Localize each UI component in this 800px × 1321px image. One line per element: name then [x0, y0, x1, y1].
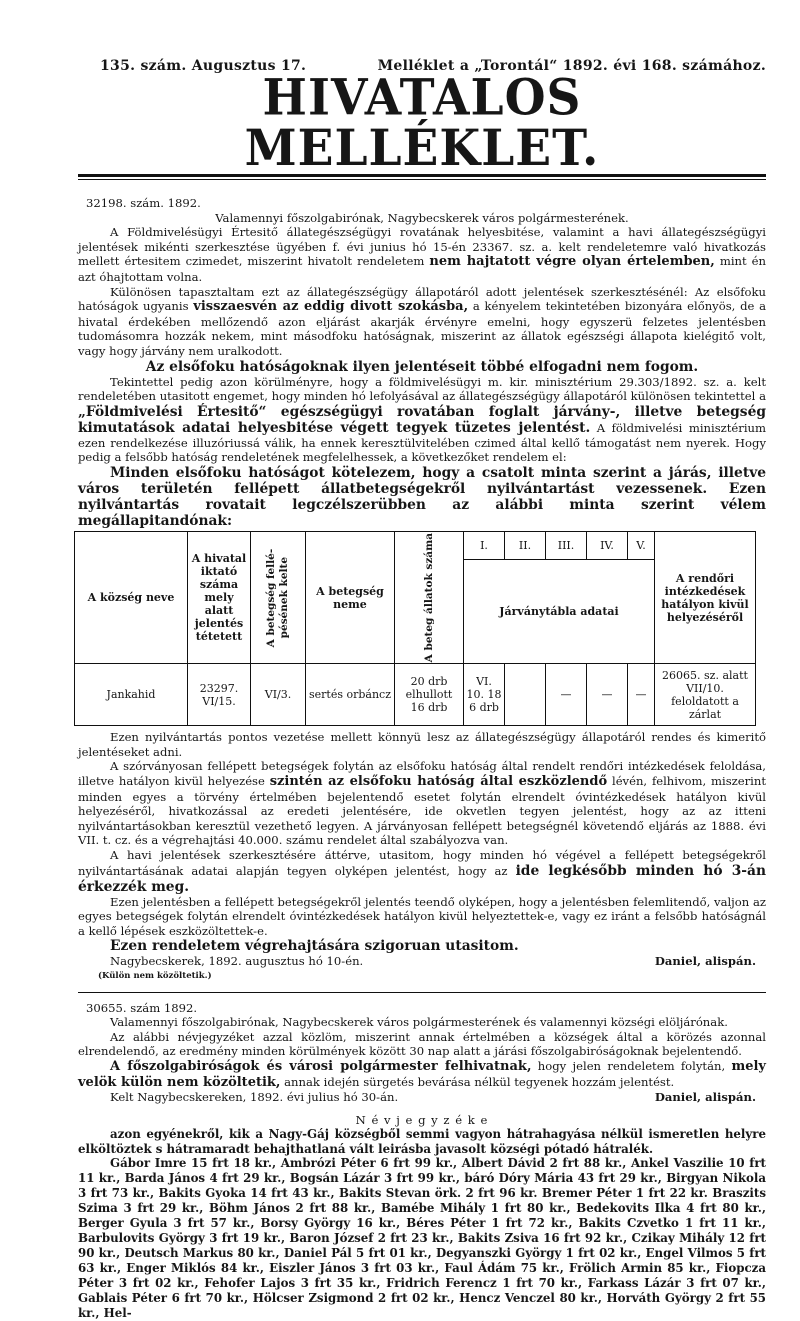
decree-addressee: Valamennyi főszolgabirónak, Nagybecskerek város polgármesterének és valamennyi községi elöljárónak. — [110, 1015, 728, 1030]
issue-number: 135. szám. Augusztus 17. — [100, 58, 307, 74]
col-iktato: A hivatal iktató száma mely alatt jelentés tétetett — [188, 531, 251, 663]
col-iii: III. — [546, 531, 587, 559]
col-kozseg: A község neve — [75, 531, 188, 663]
list-intro: azon egyénekről, kik a Nagy-Gáj községből semmi vagyon hátrahagyása nélkül ismeretlen helyre elköltöztek s hátramaradt behajthatlaná vált leirásba javasolt községi pótadó hátralék. — [78, 1127, 766, 1156]
cell-iii: — — [546, 664, 587, 726]
signature: Daniel, alispán. — [654, 1090, 756, 1105]
decree-2 — [78, 1001, 766, 1321]
col-rendori: A rendőri intézkedések hatályon kivül helyezéséről — [655, 531, 756, 663]
page-title: HIVATALOS MELLÉKLET. — [244, 69, 600, 178]
emphasis-line: Az elsőfoku hatóságoknak ilyen jelentéseit többé elfogadni nem fogom. — [145, 358, 699, 375]
cell-iv: — — [587, 664, 628, 726]
decree-number: 30655. szám 1892. — [86, 1000, 198, 1015]
col-i: I. — [464, 531, 505, 559]
paragraph: Különösen tapasztaltam ezt az állategészségügy állapotáról adott jelentések szerkesztésénél: Az elsőfoku hatóságok ugyanis visszaesvén az eddig divott szokásba, a kényelem tekintetében bizonyára előnyös, de a hivatal érdekében mellőzendő azon eljárást akarják érvényre emelni, hogy egyszerü felzetes jelentésben tudomásomra hozzák nekem, mint másodfoku hatóságnak, miszerint az állatok egészségi állapota kielégitő volt, vagy hogy járvány nem uralkodott. — [78, 284, 767, 358]
col-jarvany: Járványtábla adatai — [464, 559, 655, 663]
register-table — [74, 531, 756, 726]
name-list: Gábor Imre 15 frt 18 kr., Ambrózi Péter 6 frt 99 kr., Albert Dávid 2 frt 88 kr., Ankel Vaszilie 10 frt 11 kr., Barda János 4 frt 29 kr., Bogsán Lázár 3 frt 99 kr., báró Dóry Mária 43 frt 29 kr., Birgyan Nikola 3 frt 73 kr., Bakits Gyoka 14 frt 43 kr., Bakits Stevan örk. 2 frt 96 kr. Bremer Péter 1 frt 22 kr. Braszits Szima 3 frt 29 kr., Böhm János 2 frt 88 kr., Bamébe Mihály 1 frt 80 kr., Bedekovits Ilka 4 frt 80 kr., Berger Gyula 3 frt 57 kr., Borsy György 16 kr., Béres Péter 1 frt 72 kr., Bakits Czvetko 1 frt 11 kr., Barbulovits György 3 frt 19 kr., Baron József 2 frt 23 kr., Bakits Zsiva 16 frt 92 kr., Czikay Mihály 12 frt 90 kr., Deutsch Markus 80 kr., Daniel Pál 5 frt 01 kr., Degyanszki György 1 frt 02 kr., Engel Vilmos 5 frt 63 kr., Enger Miklós 84 kr., Eiszler János 3 frt 03 kr., Faul Ádám 75 kr., Frölich Armin 85 kr., Fiopcza Péter 3 frt 02 kr., Fehofer Lajos 3 frt 35 kr., Fridrich Ferencz 1 frt 70 kr., Farkass Lázár 3 frt 07 kr., Gablais Péter 6 frt 70 kr., Hölcser Zsigmond 2 frt 02 kr., Hencz Venczel 80 kr., Horváth György 2 frt 55 kr., Hel- — [78, 1156, 766, 1321]
emphasis-line: Ezen rendeletem végrehajtására szigoruan utasitom. — [110, 938, 519, 955]
list-title: N é v j e g y z é k e — [355, 1112, 489, 1127]
cell-i: VI. 10. 18 6 drb — [464, 664, 505, 726]
col-ii: II. — [505, 531, 546, 559]
cell-kozseg: Jankahid — [75, 664, 188, 726]
col-szama: A beteg állatok száma — [395, 531, 464, 663]
col-kelte: A betegség fellé- pésének kelte — [251, 531, 306, 663]
place-date: Kelt Nagybecskereken, 1892. évi julius hó 30-án. — [110, 1090, 399, 1105]
cell-rendori: 26065. sz. alatt VII/10. feloldatott a zárlat — [655, 664, 756, 726]
signature-line — [78, 954, 766, 969]
cell-ii — [505, 664, 546, 726]
note: (Külön nem közöltetik.) — [98, 970, 212, 981]
decree-1 — [78, 196, 766, 984]
cell-kelte: VI/3. — [251, 664, 306, 726]
decree-addressee: Valamennyi főszolgabirónak, Nagybecskerek város polgármesterének. — [215, 210, 629, 225]
supplement-note: Melléklet a „Torontál“ 1892. évi 168. számához. — [377, 58, 766, 74]
signature-line — [78, 1090, 766, 1105]
emphasis-paragraph: Minden elsőfoku hatóságot kötelezem, hogy a csatolt minta szerint a járás, illetve város területén fellépett állatbetegségekről nyilvántartást vezessenek. Ezen nyilvántartás rovatait legczélszerübben az alábbi minta szerint vélem megállapitandónak: — [78, 464, 766, 529]
paragraph: A havi jelentések szerkesztésére áttérve, utasitom, hogy minden hó végével a fellépett betegségekről nyilvántartásának adatai alapján tegyen olyképen jelentést, hogy az ide legkésőbb minden hó 3-án érkezzék meg. — [78, 847, 766, 895]
col-iv: IV. — [587, 531, 628, 559]
cell-szama: 20 drb elhullott 16 drb — [395, 664, 464, 726]
paragraph: A főszolgabiróságok és városi polgármester felhivatnak, hogy jelen rendeletem folytán, mely velök külön nem közöltetik, annak idején sürgetés bevárása nélkül tegyenek hozzám jelentést. — [78, 1058, 766, 1090]
cell-v: — — [628, 664, 655, 726]
paragraph: Az alábbi névjegyzéket azzal közlöm, miszerint annak értelmében a községek által a körözés azonnal elrendelendő, az eredmény minden körülmények között 30 nap alatt a járási főszolgabiróságoknak bejelentendő. — [78, 1029, 766, 1059]
paragraph: Tekintettel pedig azon körülményre, hogy a földmivelésügyi m. kir. minisztérium 29.303/1892. sz. a. kelt rendeletében utasitott engemet, hogy minden hó lefolyásával az állategészségügy állapotáról különösen tekintettel a „Földmivelési Értesitő“ egészségügyi rovatában foglalt járvány-, illetve betegség kimutatások adatai helyesbitése végett tegyek tüzetes jelentést. A földmivelési minisztérium ezen rendelkezése illuzóriussá válik, ha ennek keresztülvitelében czimed által kellő támogatást nem nyerek. Hogy pedig a felsőbb hatóság rendeletének megfelelhessek, a következőket rendelem el: — [78, 374, 767, 465]
section-divider — [78, 992, 766, 993]
col-v: V. — [628, 531, 655, 559]
newspaper-page — [78, 58, 766, 1321]
table-row — [75, 664, 756, 726]
paragraph: Ezen nyilvántartás pontos vezetése mellett könnyü lesz az állategészségügy állapotáról rendes és kimeritő jelentéseket adni. — [78, 730, 766, 759]
cell-neme: sertés orbáncz — [306, 664, 395, 726]
paragraph: Ezen jelentésben a fellépett betegségekről jelentés teendő olyképen, hogy a jelentésben felemlitendő, valjon az egyes betegségek folytán elrendelt óvintézkedések hatályon kivül helyeztettek-e, vagy ez iránt a felsőbb hatóságnál a kellő lépések eszközöltettek-e. — [78, 894, 766, 938]
place-date: Nagybecskerek, 1892. augusztus hó 10-én. — [110, 954, 364, 969]
col-neme: A betegség neme — [306, 531, 395, 663]
paragraph: A szórványosan fellépett betegségek folytán az elsőfoku hatóság által rendelt rendőri intézkedések feloldása, illetve hatályon kivül helyezése szintén az elsőfoku hatóság által eszközlendő lévén, felhivom, miszerint minden egyes a törvény értelmében bejelentendő esetet folytán elrendelt óvintézkedések hatályon kivül helyezéséről, hivatkozással az eredeti jelentésére, ide okvetlen tegyen jelentést, hogy az az itteni nyilvántartásokban keresztül vezethető legyen. A járványosan fellépett betegségnél követendő eljárás az 1888. évi VII. t. cz. és a végrehajtási 40.000. számu rendelet által szabályozva van. — [78, 759, 767, 848]
paragraph: A Földmivelésügyi Értesitő állategészségügyi rovatának helyesbitése, valamint a havi állategészségügyi jelentések mikénti szerkesztése ügyében f. évi junius hó 15-én 23367. sz. a. kelt rendeletemre való hivatkozás mellett értesitem czimedet, miszerint hivatolt rendeletem nem hajtatott végre olyan értelemben, mint én azt óhajtottam volna. — [78, 225, 767, 284]
decree-number: 32198. szám. 1892. — [86, 196, 201, 210]
cell-iktato: 23297. VI/15. — [188, 664, 251, 726]
signature: Daniel, alispán. — [654, 954, 756, 969]
